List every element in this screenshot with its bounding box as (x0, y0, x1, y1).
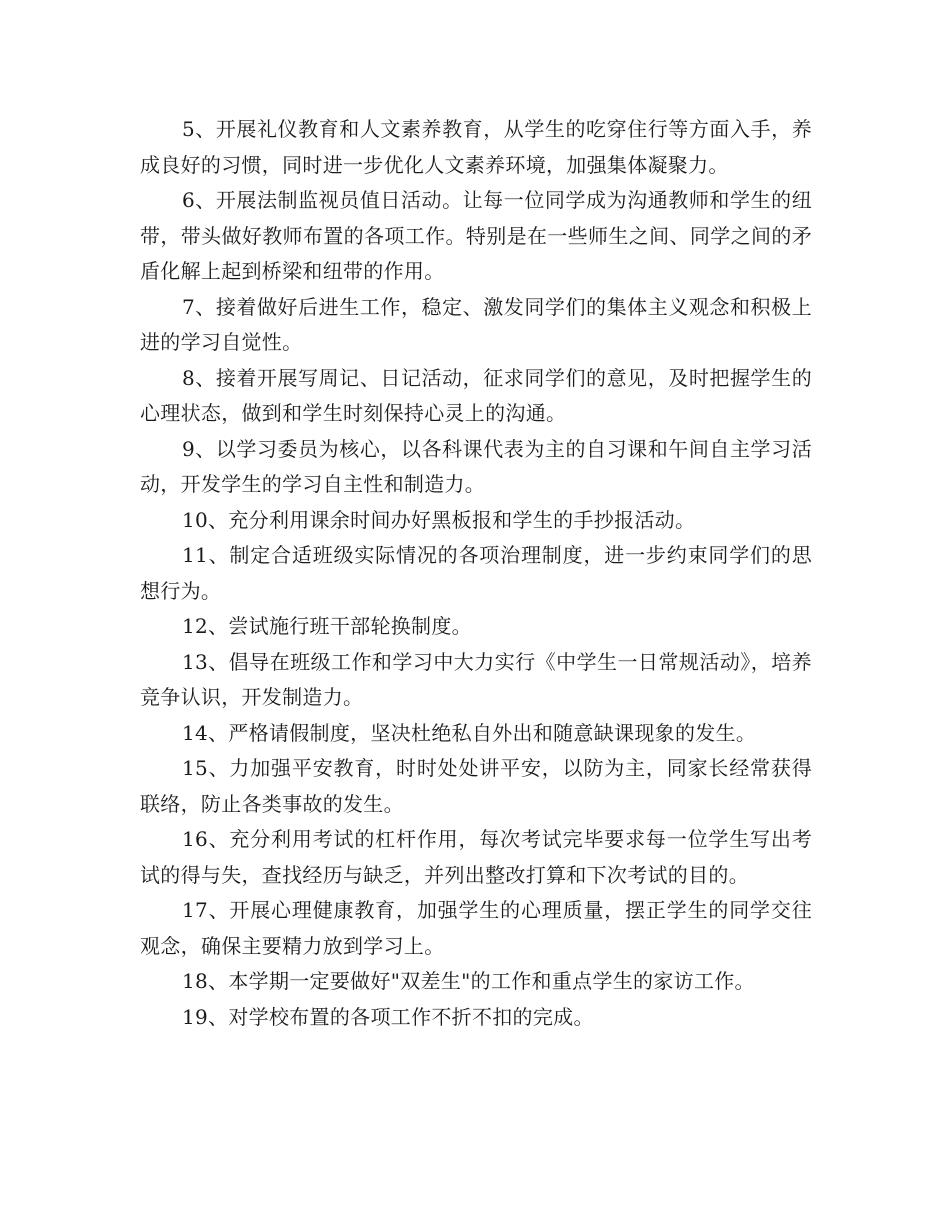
document-body (140, 112, 812, 1035)
paragraph-item-5: 5、开展礼仪教育和人文素养教育，从学生的吃穿住行等方面入手，养成良好的习惯，同时进一步优化人文素养环境，加强集体凝聚力。 (140, 117, 812, 177)
paragraph-item-10: 10、充分利用课余时间办好黑板报和学生的手抄报活动。 (182, 507, 696, 532)
paragraph-item-18: 18、本学期一定要做好"双差生"的工作和重点学生的家访工作。 (182, 969, 755, 993)
paragraph-item-15: 15、力加强平安教育，时时处处讲平安，以防为主，同家长经常获得联络，防止各类事故的发生。 (140, 756, 812, 816)
paragraph-item-6: 6、开展法制监视员值日活动。让每一位同学成为沟通教师和学生的纽带，带头做好教师布置的各项工作。特别是在一些师生之间、同学之间的矛盾化解上起到桥梁和纽带的作用。 (140, 188, 812, 283)
paragraph-item-19: 19、对学校布置的各项工作不折不扣的完成。 (182, 1004, 594, 1029)
paragraph-item-14: 14、严格请假制度，坚决杜绝私自外出和随意缺课现象的发生。 (182, 720, 757, 745)
paragraph-item-17: 17、开展心理健康教育，加强学生的心理质量，摆正学生的同学交往观念，确保主要精力放到学习上。 (140, 898, 812, 958)
paragraph-item-7: 7、接着做好后进生工作，稳定、激发同学们的集体主义观念和积极上进的学习自觉性。 (140, 294, 812, 354)
paragraph-item-11: 11、制定合适班级实际情况的各项治理制度，进一步约束同学们的思想行为。 (140, 543, 812, 603)
paragraph-item-13: 13、倡导在班级工作和学习中大力实行《中学生一日常规活动》，培养竞争认识，开发制造力。 (140, 649, 812, 709)
paragraph-item-16: 16、充分利用考试的杠杆作用，每次考试完毕要求每一位学生写出考试的得与失，查找经历与缺乏，并列出整改打算和下次考试的目的。 (140, 827, 812, 887)
paragraph-item-8: 8、接着开展写周记、日记活动，征求同学们的意见，及时把握学生的心理状态，做到和学生时刻保持心灵上的沟通。 (140, 365, 812, 425)
paragraph-item-12: 12、尝试施行班干部轮换制度。 (182, 614, 472, 638)
paragraph-item-9: 9、以学习委员为核心，以各科课代表为主的自习课和午间自主学习活动，开发学生的学习自主性和制造力。 (140, 436, 812, 496)
